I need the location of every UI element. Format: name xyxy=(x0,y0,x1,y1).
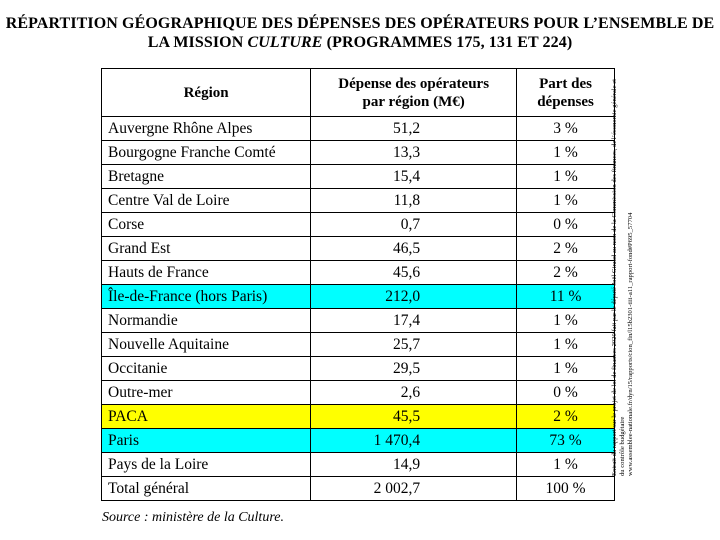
share-cell: 1 % xyxy=(517,333,615,357)
amount-cell: 2,6 xyxy=(311,381,517,405)
amount-cell: 11,8 xyxy=(311,189,517,213)
side-citation-line-1: Extrait du rapport sur le projet de loi de finances 2020 fait par le député Joël Giraud au nom de la Commission des finances, de l’économie générale et du contrôle budgétaire xyxy=(611,79,626,476)
region-cell: PACA xyxy=(102,405,311,429)
expenditure-table xyxy=(101,68,615,501)
amount-cell: 0,7 xyxy=(311,213,517,237)
table-row xyxy=(102,357,615,381)
table-row xyxy=(102,261,615,285)
share-cell: 0 % xyxy=(517,213,615,237)
amount-cell: 45,5 xyxy=(311,405,517,429)
table-row xyxy=(102,165,615,189)
share-cell: 2 % xyxy=(517,261,615,285)
table-row xyxy=(102,141,615,165)
share-cell: 1 % xyxy=(517,165,615,189)
amount-cell: 51,2 xyxy=(311,117,517,141)
region-cell: Grand Est xyxy=(102,237,311,261)
amount-cell: 45,6 xyxy=(311,261,517,285)
amount-cell: 15,4 xyxy=(311,165,517,189)
title-line-1: RÉPARTITION GÉOGRAPHIQUE DES DÉPENSES DES OPÉRATEURS POUR L’ENSEMBLE DE xyxy=(5,15,715,32)
table-row xyxy=(102,477,615,501)
share-cell: 1 % xyxy=(517,309,615,333)
region-cell: Normandie xyxy=(102,309,311,333)
region-cell: Corse xyxy=(102,213,311,237)
title-line-2-end: (PROGRAMMES 175, 131 ET 224) xyxy=(322,34,573,51)
amount-cell: 2 002,7 xyxy=(311,477,517,501)
amount-cell: 13,3 xyxy=(311,141,517,165)
region-cell: Hauts de France xyxy=(102,261,311,285)
table-row xyxy=(102,405,615,429)
amount-cell: 46,5 xyxy=(311,237,517,261)
table-row xyxy=(102,381,615,405)
table-row xyxy=(102,237,615,261)
region-cell: Île-de-France (hors Paris) xyxy=(102,285,311,309)
amount-cell: 14,9 xyxy=(311,453,517,477)
table-row xyxy=(102,189,615,213)
region-cell: Pays de la Loire xyxy=(102,453,311,477)
table-body xyxy=(102,117,615,501)
table-row xyxy=(102,309,615,333)
share-cell: 3 % xyxy=(517,117,615,141)
header-share: Part des dépenses xyxy=(517,69,615,117)
share-cell: 73 % xyxy=(517,429,615,453)
share-cell: 0 % xyxy=(517,381,615,405)
share-cell: 1 % xyxy=(517,453,615,477)
share-cell: 11 % xyxy=(517,285,615,309)
share-cell: 1 % xyxy=(517,189,615,213)
side-citation xyxy=(611,76,635,476)
table-row xyxy=(102,333,615,357)
share-cell: 1 % xyxy=(517,357,615,381)
amount-cell: 17,4 xyxy=(311,309,517,333)
amount-cell: 1 470,4 xyxy=(311,429,517,453)
amount-cell: 25,7 xyxy=(311,333,517,357)
share-cell: 1 % xyxy=(517,141,615,165)
region-cell: Outre-mer xyxy=(102,381,311,405)
share-cell: 100 % xyxy=(517,477,615,501)
side-citation-line-2: www.assemblee-nationale.fr/dyn/15/rapports/cion_fin/l15b2301-tiii-a11_rapport-fond#P695_57704 xyxy=(627,212,634,476)
region-cell: Total général xyxy=(102,477,311,501)
share-cell: 2 % xyxy=(517,405,615,429)
header-amount: Dépense des opérateurs par région (M€) xyxy=(311,69,517,117)
table-header-row xyxy=(102,69,615,117)
amount-cell: 212,0 xyxy=(311,285,517,309)
table-row xyxy=(102,285,615,309)
region-cell: Nouvelle Aquitaine xyxy=(102,333,311,357)
title-line-2-start: LA MISSION xyxy=(147,34,248,51)
source-note: Source : ministère de la Culture. xyxy=(102,510,284,525)
table-row xyxy=(102,117,615,141)
document-title xyxy=(0,14,720,52)
title-line-2 xyxy=(0,33,720,52)
table-row xyxy=(102,453,615,477)
region-cell: Bourgogne Franche Comté xyxy=(102,141,311,165)
header-region: Région xyxy=(102,69,311,117)
region-cell: Centre Val de Loire xyxy=(102,189,311,213)
table-row xyxy=(102,213,615,237)
region-cell: Bretagne xyxy=(102,165,311,189)
region-cell: Paris xyxy=(102,429,311,453)
region-cell: Occitanie xyxy=(102,357,311,381)
title-line-2-italic: CULTURE xyxy=(247,34,323,51)
table-row xyxy=(102,429,615,453)
amount-cell: 29,5 xyxy=(311,357,517,381)
region-cell: Auvergne Rhône Alpes xyxy=(102,117,311,141)
share-cell: 2 % xyxy=(517,237,615,261)
